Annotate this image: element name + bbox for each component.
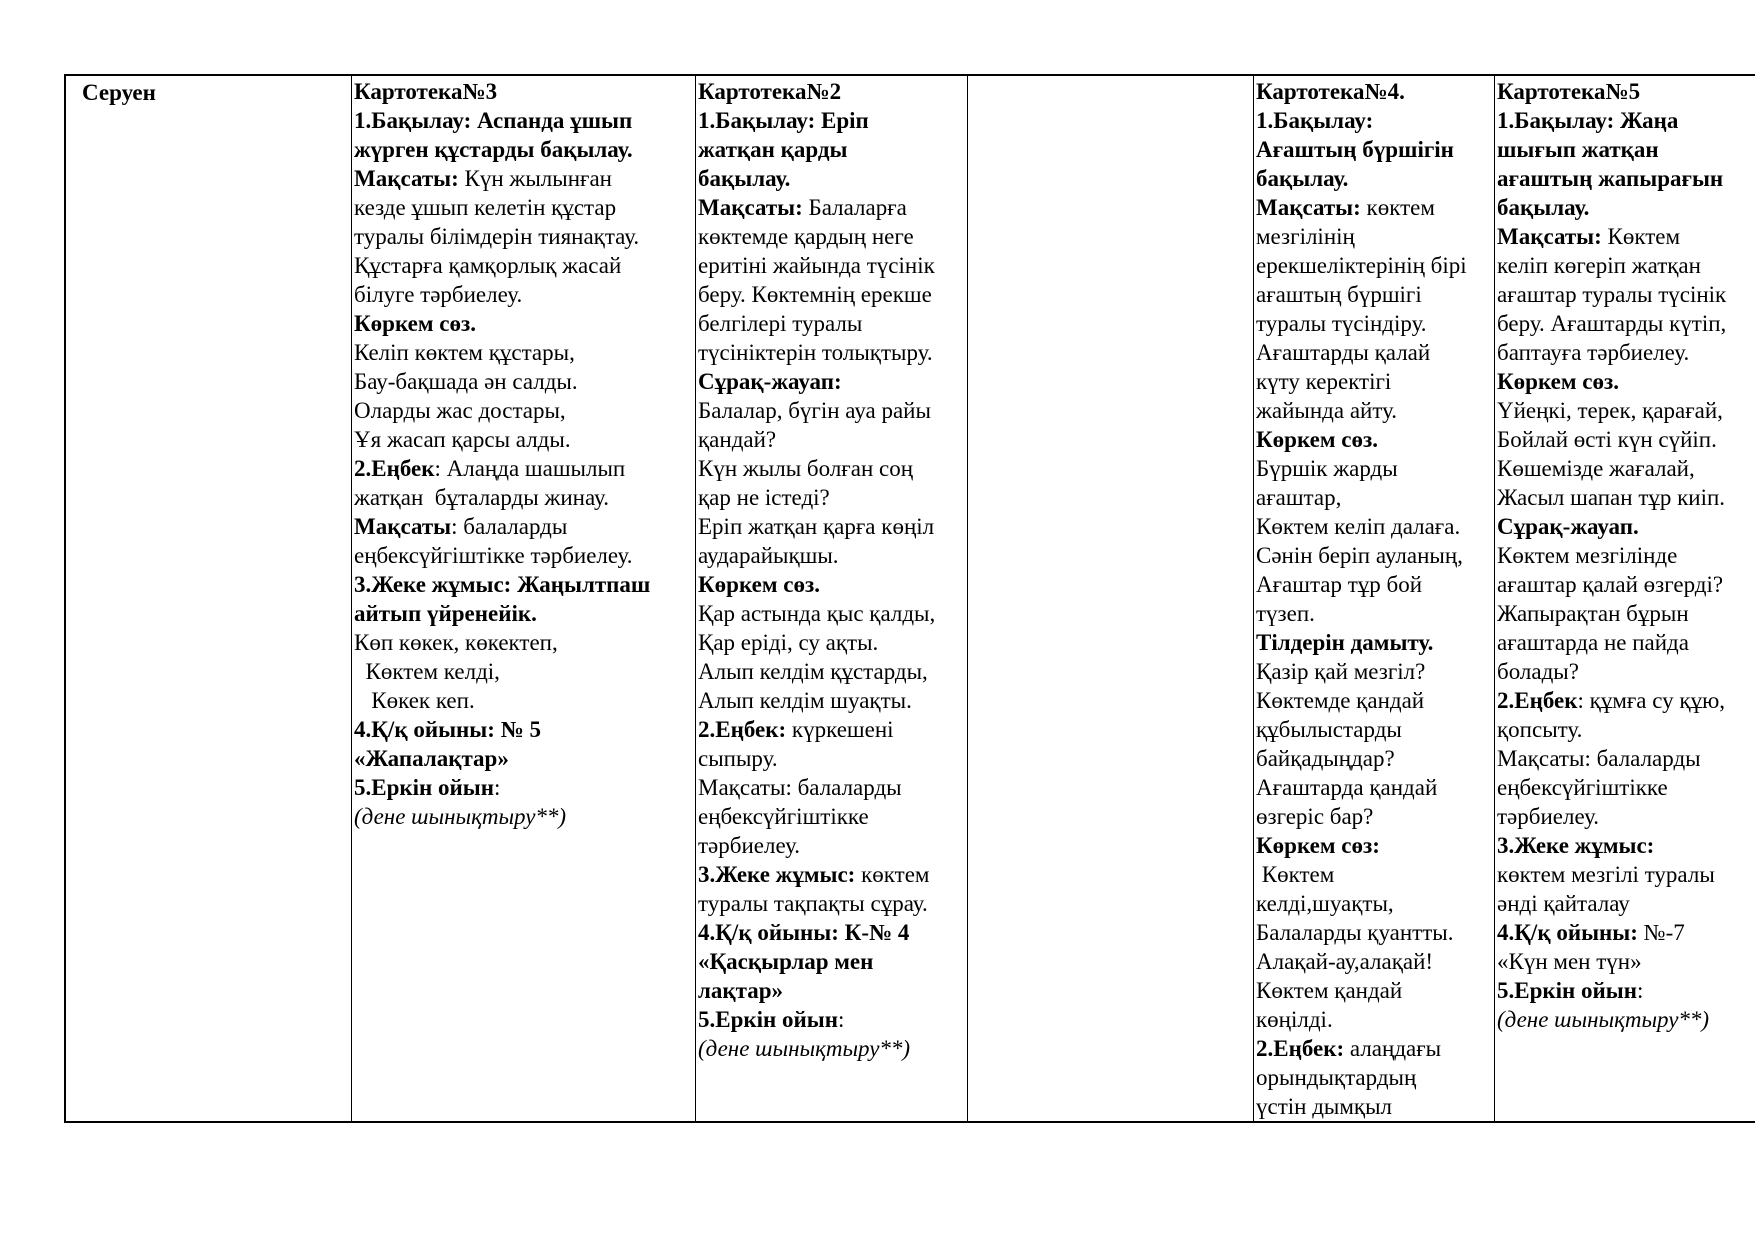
card-cell-4 xyxy=(1254,75,1495,1122)
text-segment: шығып жатқан xyxy=(1497,137,1659,162)
text-line xyxy=(1256,77,1492,106)
text-segment: 2.Еңбек xyxy=(1497,688,1578,713)
text-segment: Мақсаты: балаларды xyxy=(1497,746,1701,771)
text-segment: Оларды жас достары, xyxy=(354,398,566,423)
text-segment: байқадыңдар? xyxy=(1256,746,1395,771)
text-segment: тәрбиелеу. xyxy=(1497,804,1600,829)
text-line xyxy=(1497,309,1755,338)
text-line xyxy=(354,309,693,338)
text-line xyxy=(698,976,965,1005)
text-line xyxy=(354,135,693,164)
text-line xyxy=(698,599,965,628)
text-segment: 5.Еркін ойын xyxy=(354,775,494,800)
text-line xyxy=(1497,106,1755,135)
text-segment: : xyxy=(494,775,501,800)
text-line xyxy=(698,715,965,744)
text-segment: үстін дымқыл xyxy=(1256,1094,1393,1119)
text-segment: 3.Жеке жұмыс: xyxy=(1497,833,1655,858)
text-segment: аударайықшы. xyxy=(698,543,839,568)
text-segment: Көктем xyxy=(1601,224,1681,249)
text-line xyxy=(698,831,965,860)
text-segment: еритіні жайында түсінік xyxy=(698,253,935,278)
text-segment: 1.Бақылау: Жаңа xyxy=(1497,108,1679,133)
text-line xyxy=(1256,512,1492,541)
text-segment: Мақсаты: xyxy=(354,166,459,191)
text-segment: Күн жылынған xyxy=(458,166,612,191)
text-segment: Сұрақ-жауап. xyxy=(1497,514,1639,539)
text-line xyxy=(698,483,965,512)
text-segment: еңбексүйгіштікке xyxy=(1497,775,1668,800)
text-line xyxy=(1256,947,1492,976)
text-segment: Күн жылы болған соң xyxy=(698,456,914,481)
text-line xyxy=(1256,1092,1492,1121)
text-line xyxy=(354,454,693,483)
text-line xyxy=(354,512,693,541)
text-segment: Алып келдім құстарды, xyxy=(698,659,928,684)
text-segment: 1.Бақылау: Еріп xyxy=(698,108,869,133)
text-line xyxy=(1497,715,1755,744)
text-line xyxy=(1497,744,1755,773)
text-segment: Алып келдім шуақты. xyxy=(698,688,912,713)
text-line xyxy=(698,193,965,222)
text-line xyxy=(1497,599,1755,628)
text-line xyxy=(698,1034,965,1063)
text-segment: Көркем сөз. xyxy=(354,311,476,336)
text-line xyxy=(1497,338,1755,367)
text-segment: 5.Еркін ойын xyxy=(698,1007,838,1032)
text-line xyxy=(1256,802,1492,831)
text-segment: Жасыл шапан тұр киіп. xyxy=(1497,485,1726,510)
text-segment: бақылау. xyxy=(1497,195,1590,220)
text-segment: Балаларға xyxy=(802,195,907,220)
text-segment: еңбексүйгіштікке тәрбиелеу. xyxy=(354,543,633,568)
text-segment: көңілді. xyxy=(1256,1007,1333,1032)
text-segment: Тілдерін дамыту. xyxy=(1256,630,1434,655)
text-segment: 4.Қ/қ ойыны: К-№ 4 xyxy=(698,920,910,945)
text-line xyxy=(354,483,693,512)
text-segment: түсініктерін толықтыру. xyxy=(698,340,933,365)
text-segment: беру. Ағаштарды күтіп, xyxy=(1497,311,1727,336)
text-line xyxy=(1256,831,1492,860)
text-segment: 1.Бақылау: Аспанда ұшып xyxy=(354,108,633,133)
text-segment: Картотека№3 xyxy=(354,79,498,104)
text-line xyxy=(698,512,965,541)
text-segment: : xyxy=(838,1007,845,1032)
text-line xyxy=(1497,251,1755,280)
text-line xyxy=(1256,193,1492,222)
text-line xyxy=(698,280,965,309)
text-segment: 3.Жеке жұмыс: Жаңылтпаш xyxy=(354,572,651,597)
text-segment: сыпыру. xyxy=(698,746,778,771)
text-line xyxy=(354,280,693,309)
text-line xyxy=(354,541,693,570)
text-segment: Сұрақ-жауап: xyxy=(698,369,842,394)
text-segment: айтып үйренейік. xyxy=(354,601,537,626)
text-segment: жайында айту. xyxy=(1256,398,1398,423)
text-line xyxy=(354,570,693,599)
text-segment: (дене шынықтыру**) xyxy=(1497,1007,1710,1032)
text-line xyxy=(1256,570,1492,599)
text-line xyxy=(1256,541,1492,570)
text-segment: беру. Көктемнің ерекше xyxy=(698,282,932,307)
text-segment: ерекшеліктерінің бірі xyxy=(1256,253,1467,278)
text-line xyxy=(1497,454,1755,483)
text-segment: кезде ұшып келетін құстар xyxy=(354,195,617,220)
text-segment: Қар астында қыс қалды, xyxy=(698,601,936,626)
text-segment: білуге тәрбиелеу. xyxy=(354,282,523,307)
text-line xyxy=(698,77,965,106)
text-segment: (дене шынықтыру**) xyxy=(698,1036,911,1061)
text-segment: Ұя жасап қарсы алды. xyxy=(354,427,571,452)
text-segment: Көп көкек, көкектеп, xyxy=(354,630,558,655)
text-segment: көктемде қардың неге xyxy=(698,224,914,249)
text-line xyxy=(1497,918,1755,947)
text-segment: көктем xyxy=(855,862,930,887)
text-segment: әнді қайталау xyxy=(1497,891,1630,916)
text-segment: Көктем келіп далаға. xyxy=(1256,514,1461,539)
text-line xyxy=(1256,773,1492,802)
text-segment: Алақай-ау,алақай! xyxy=(1256,949,1434,974)
text-line xyxy=(1497,280,1755,309)
text-segment: 1.Бақылау: xyxy=(1256,108,1374,133)
text-segment: жатқан бұталарды жинау. xyxy=(354,485,609,510)
text-line xyxy=(354,222,693,251)
text-line xyxy=(1256,367,1492,396)
text-line xyxy=(698,918,965,947)
text-segment: «Қасқырлар мен xyxy=(698,949,874,974)
row-label: Серуен xyxy=(82,80,156,105)
text-line xyxy=(698,454,965,483)
text-segment: Мақсаты: балаларды xyxy=(698,775,902,800)
text-segment: орындықтардың xyxy=(1256,1065,1417,1090)
text-line xyxy=(1497,831,1755,860)
text-segment: күркешені xyxy=(786,717,894,742)
text-line xyxy=(1497,222,1755,251)
text-segment: Көркем сөз. xyxy=(1497,369,1619,394)
text-segment: Келіп көктем құстары, xyxy=(354,340,575,365)
text-segment: Балалар, бүгін ауа райы xyxy=(698,398,931,423)
text-line xyxy=(1256,106,1492,135)
text-line xyxy=(698,628,965,657)
empty-cell xyxy=(968,75,1254,1122)
text-segment: Ағаштың бүршігін xyxy=(1256,137,1454,162)
text-segment: Картотека№2 xyxy=(698,79,842,104)
text-line xyxy=(1256,164,1492,193)
text-segment: жүрген құстарды бақылау. xyxy=(354,137,633,162)
text-segment: ағаштың бүршігі xyxy=(1256,282,1422,307)
text-line xyxy=(698,106,965,135)
text-line xyxy=(1497,193,1755,222)
text-segment: 4.Қ/қ ойыны: xyxy=(1497,920,1638,945)
text-segment: күту керектігі xyxy=(1256,369,1392,394)
text-segment: еңбексүйгіштікке xyxy=(698,804,869,829)
text-segment: Жапырақтан бұрын xyxy=(1497,601,1689,626)
text-line xyxy=(1497,657,1755,686)
text-line xyxy=(1256,918,1492,947)
text-line xyxy=(1256,135,1492,164)
text-line xyxy=(698,367,965,396)
text-segment: тәрбиелеу. xyxy=(698,833,801,858)
text-line xyxy=(698,425,965,454)
text-line xyxy=(1497,396,1755,425)
text-segment: Көркем сөз: xyxy=(1256,833,1380,858)
text-line xyxy=(354,686,693,715)
text-segment: Мақсаты xyxy=(354,514,452,539)
text-segment: Мақсаты: xyxy=(698,195,803,220)
card-cell-2 xyxy=(696,75,968,1122)
text-segment: Ағаштарда қандай xyxy=(1256,775,1438,800)
text-segment: Көркем сөз. xyxy=(1256,427,1378,452)
text-segment: Балаларды қуантты. xyxy=(1256,920,1454,945)
text-line xyxy=(1256,686,1492,715)
text-segment: «Жапалақтар» xyxy=(354,746,509,771)
text-segment: бақылау. xyxy=(1256,166,1349,191)
text-line xyxy=(1256,454,1492,483)
text-line xyxy=(354,251,693,280)
text-segment: Қазір қай мезгіл? xyxy=(1256,659,1426,684)
text-line xyxy=(1256,338,1492,367)
text-line xyxy=(1256,976,1492,1005)
text-segment: қар не істеді? xyxy=(698,485,830,510)
text-line xyxy=(1497,135,1755,164)
text-line xyxy=(698,889,965,918)
text-segment: қопсыту. xyxy=(1497,717,1583,742)
text-line xyxy=(698,947,965,976)
text-line xyxy=(1256,860,1492,889)
text-line xyxy=(1497,860,1755,889)
text-line xyxy=(698,309,965,338)
text-line xyxy=(1256,657,1492,686)
text-segment: : xyxy=(1637,978,1644,1003)
text-line xyxy=(354,715,693,744)
text-segment: лақтар» xyxy=(698,978,784,1003)
text-line xyxy=(1497,425,1755,454)
text-line xyxy=(1256,280,1492,309)
text-segment: 4.Қ/қ ойыны: № 5 xyxy=(354,717,542,742)
text-line xyxy=(354,338,693,367)
text-line xyxy=(1256,396,1492,425)
text-line xyxy=(1256,599,1492,628)
text-line xyxy=(354,164,693,193)
text-segment: Мақсаты: xyxy=(1256,195,1361,220)
text-line xyxy=(698,773,965,802)
text-line xyxy=(698,860,965,889)
text-line xyxy=(1256,251,1492,280)
text-line xyxy=(698,744,965,773)
text-line xyxy=(354,657,693,686)
text-line xyxy=(1256,309,1492,338)
table-row xyxy=(65,75,1755,1122)
text-segment: : құмға су құю, xyxy=(1577,688,1726,713)
text-segment: «Күн мен түн» xyxy=(1497,949,1642,974)
text-line xyxy=(1256,715,1492,744)
text-segment: 2.Еңбек: xyxy=(698,717,787,742)
text-line xyxy=(1256,483,1492,512)
text-line xyxy=(354,425,693,454)
text-segment: Үйеңкі, терек, қарағай, xyxy=(1497,398,1723,423)
text-line xyxy=(354,628,693,657)
text-segment: Көктем xyxy=(1256,862,1335,887)
text-line xyxy=(1497,1005,1755,1034)
text-line xyxy=(1256,1034,1492,1063)
text-line xyxy=(354,193,693,222)
text-segment: болады? xyxy=(1497,659,1579,684)
text-line xyxy=(1497,483,1755,512)
text-segment: түзеп. xyxy=(1256,601,1315,626)
text-segment: көктем мезгілі туралы xyxy=(1497,862,1715,887)
text-segment: Көркем сөз. xyxy=(698,572,820,597)
text-line xyxy=(698,251,965,280)
text-segment: құбылыстарды xyxy=(1256,717,1402,742)
text-line xyxy=(1256,425,1492,454)
text-line xyxy=(698,686,965,715)
text-segment: Ағаштарды қалай xyxy=(1256,340,1431,365)
text-line xyxy=(354,773,693,802)
walk-plan-table xyxy=(64,74,1755,1123)
text-segment: өзгеріс бар? xyxy=(1256,804,1374,829)
text-line xyxy=(1497,889,1755,918)
text-segment: қандай? xyxy=(698,427,777,452)
text-segment: Ағаштар тұр бой xyxy=(1256,572,1423,597)
text-segment: туралы тақпақты сұрау. xyxy=(698,891,928,916)
text-line xyxy=(698,657,965,686)
text-line xyxy=(1256,1063,1492,1092)
text-line xyxy=(1497,164,1755,193)
text-segment: Көкек кеп. xyxy=(354,688,475,713)
text-segment: келіп көгеріп жатқан xyxy=(1497,253,1701,278)
text-segment: Бүршік жарды xyxy=(1256,456,1398,481)
text-line xyxy=(1497,77,1755,106)
text-segment: 5.Еркін ойын xyxy=(1497,978,1637,1003)
text-line xyxy=(1256,889,1492,918)
text-line xyxy=(354,744,693,773)
text-line xyxy=(1256,628,1492,657)
text-line xyxy=(698,802,965,831)
card-cell-5 xyxy=(1495,75,1755,1122)
text-segment: : Алаңда шашылып xyxy=(434,456,626,481)
text-segment: белгілері туралы xyxy=(698,311,863,336)
text-segment: Картотека№4. xyxy=(1256,79,1405,104)
text-line xyxy=(354,599,693,628)
text-segment: 2.Еңбек: xyxy=(1256,1036,1345,1061)
text-segment: (дене шынықтыру**) xyxy=(354,804,567,829)
text-line xyxy=(354,106,693,135)
text-line xyxy=(698,222,965,251)
text-line xyxy=(1497,686,1755,715)
text-segment: 3.Жеке жұмыс: xyxy=(698,862,856,887)
text-segment: Көшемізде жағалай, xyxy=(1497,456,1695,481)
text-line xyxy=(1497,367,1755,396)
text-line xyxy=(1497,802,1755,831)
text-segment: Сәнін беріп ауланың, xyxy=(1256,543,1463,568)
text-line xyxy=(354,367,693,396)
text-segment: Көктем келді, xyxy=(354,659,500,684)
text-segment: Көктем мезгілінде xyxy=(1497,543,1678,568)
text-line xyxy=(698,164,965,193)
text-segment: бақылау. xyxy=(698,166,791,191)
text-line xyxy=(1497,628,1755,657)
text-line xyxy=(1256,744,1492,773)
text-segment: Картотека№5 xyxy=(1497,79,1641,104)
text-segment: Бойлай өсті күн сүйіп. xyxy=(1497,427,1717,452)
text-segment: Еріп жатқан қарға көңіл xyxy=(698,514,935,539)
text-segment: Құстарға қамқорлық жасай xyxy=(354,253,622,278)
text-segment: Мақсаты: xyxy=(1497,224,1602,249)
text-line xyxy=(1497,570,1755,599)
text-segment: 2.Еңбек xyxy=(354,456,435,481)
text-segment: мезгілінің xyxy=(1256,224,1355,249)
text-segment: келді,шуақты, xyxy=(1256,891,1394,916)
text-line xyxy=(698,396,965,425)
text-line xyxy=(1497,541,1755,570)
text-segment: ағаштарда не пайда xyxy=(1497,630,1689,655)
text-segment: ағаштар туралы түсінік xyxy=(1497,282,1727,307)
text-segment: Қар еріді, су ақты. xyxy=(698,630,879,655)
text-segment: туралы білімдерін тиянақтау. xyxy=(354,224,640,249)
text-line xyxy=(1497,976,1755,1005)
text-segment: : балаларды xyxy=(451,514,568,539)
text-segment: ағаштар, xyxy=(1256,485,1342,510)
text-line xyxy=(698,338,965,367)
text-segment: №-7 xyxy=(1637,920,1685,945)
text-line xyxy=(354,396,693,425)
text-segment: Көктемде қандай xyxy=(1256,688,1425,713)
text-segment: алаңдағы xyxy=(1344,1036,1442,1061)
text-segment: Көктем қандай xyxy=(1256,978,1403,1003)
text-line xyxy=(698,541,965,570)
text-line xyxy=(354,802,693,831)
text-line xyxy=(698,135,965,164)
text-line xyxy=(1497,773,1755,802)
text-segment: жатқан қарды xyxy=(698,137,848,162)
text-line xyxy=(1497,512,1755,541)
text-line xyxy=(698,570,965,599)
text-line xyxy=(354,77,693,106)
text-line xyxy=(1256,1005,1492,1034)
text-segment: көктем xyxy=(1360,195,1435,220)
text-line xyxy=(1256,222,1492,251)
text-segment: туралы түсіндіру. xyxy=(1256,311,1427,336)
row-label-cell xyxy=(65,75,352,1122)
text-line xyxy=(1497,947,1755,976)
text-line xyxy=(698,1005,965,1034)
text-segment: ағаштар қалай өзгерді? xyxy=(1497,572,1724,597)
text-segment: ағаштың жапырағын xyxy=(1497,166,1724,191)
text-segment: Бау-бақшада ән салды. xyxy=(354,369,578,394)
card-cell-1 xyxy=(352,75,696,1122)
text-segment: баптауға тәрбиелеу. xyxy=(1497,340,1690,365)
